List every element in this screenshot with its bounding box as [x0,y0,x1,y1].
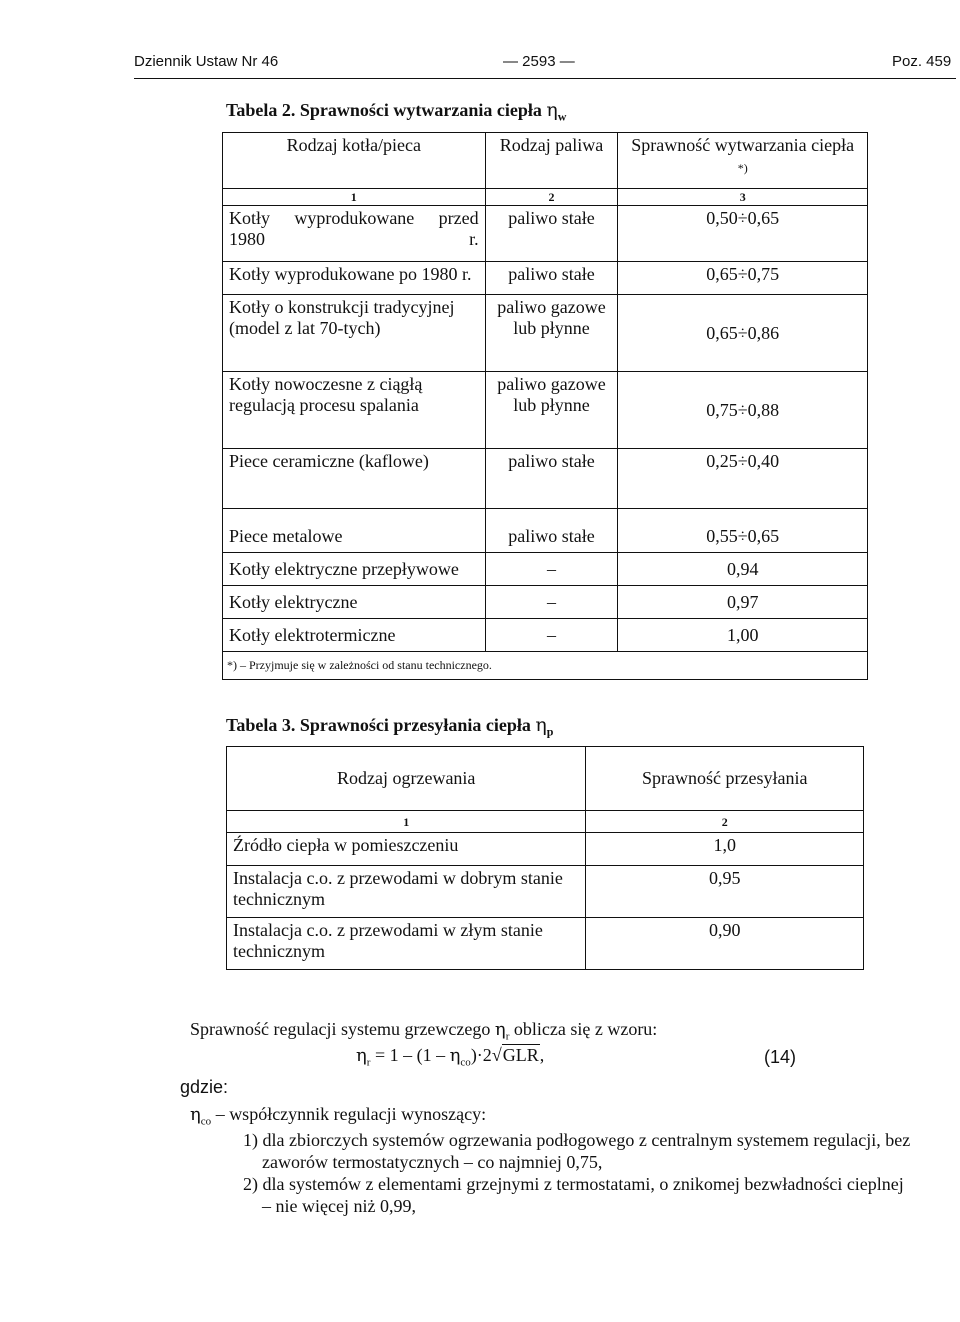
definition-symbol-sub: co [200,1115,212,1128]
table3-colnum: 1 [227,811,586,833]
table2-header-efficiency-text: Sprawność wytwarzania ciepła [631,135,855,155]
table2-row-efficiency: 0,65÷0,86 [618,295,868,372]
formula-part1: = 1 – (1 – [374,1045,446,1065]
table2-row-fuel: paliwo gazowe lub płynne [485,372,618,449]
table-row [227,918,864,970]
table3-row-efficiency: 0,95 [586,866,864,918]
formula-root-sign: √ [491,1045,502,1065]
table-row [227,833,864,866]
table-row [223,619,868,652]
list-item-line: zaworów termostatycznych – co najmniej 0,75, [262,1152,603,1172]
table3-caption-symbol: η [535,714,547,736]
table-row [223,295,868,372]
table2-row-efficiency: 1,00 [618,619,868,652]
formula-lhs-symbol: η [356,1045,367,1066]
table2-row-fuel: paliwo stałe [485,206,618,262]
table2-row-fuel: – [485,619,618,652]
definition-text: – współczynnik regulacji wynoszący: [215,1104,487,1124]
header-rule [134,78,956,79]
table3-header-type: Rodzaj ogrzewania [227,747,586,811]
formula-number: (14) [764,1047,797,1067]
table2-row-type: Kotły o konstrukcji tradycyjnej (model z lat 70-tych) [223,295,486,372]
table2-row-type: Piece metalowe [223,509,486,553]
formula-intro-text: Sprawność regulacji systemu grzewczego [190,1019,491,1039]
table-row [223,553,868,586]
formula-intro-symbol: η [494,1019,506,1040]
table2-footnote: *) – Przyjmuje się w zależności od stanu technicznego. [223,652,868,680]
formula-co-symbol: η [449,1045,461,1066]
formula-co-sub: co [460,1056,471,1069]
table2-colnum: 3 [618,189,868,206]
table2-row-type: Kotły elektryczne przepływowe [223,553,486,586]
table3-row-type: Źródło ciepła w pomieszczeniu [227,833,586,866]
table2-row-type: Kotły nowoczesne z ciągłą regulacją procesu spalania [223,372,486,449]
table2-row-efficiency: 0,25÷0,40 [618,449,868,509]
table2-row-type: Kotły wyprodukowane po 1980 r. [223,262,486,295]
header-journal: Dziennik Ustaw Nr 46 [134,53,279,70]
table2-header-fuel: Rodzaj paliwa [485,133,618,189]
table3-number-row [227,811,864,833]
table2-caption-symbol: η [546,99,558,121]
table3-row-type: Instalacja c.o. z przewodami w złym stanie technicznym [227,918,586,970]
list-item [243,1129,955,1173]
where-label: gdzie: [180,1077,229,1097]
table3-colnum: 2 [586,811,864,833]
formula-radicand: GLR [502,1045,539,1065]
table2-caption [226,99,566,125]
table2-caption-symbol-sub: w [557,109,567,124]
table2-header-note: *) [737,161,748,175]
table2-row-efficiency: 0,94 [618,553,868,586]
table3 [226,746,864,970]
table-row [223,372,868,449]
table2-row-fuel: paliwo gazowe lub płynne [485,295,618,372]
list-item-line: 1) dla zbiorczych systemów ogrzewania podłogowego z centralnym systemem regulacji, bez [243,1130,911,1150]
list-item-line: – nie więcej niż 0,99, [262,1196,416,1216]
table-row [223,509,868,553]
table2-colnum: 1 [223,189,486,206]
table2 [222,132,868,680]
table2-row-fuel: – [485,553,618,586]
table2-colnum: 2 [485,189,618,206]
table2-row-fuel: – [485,586,618,619]
table2-footnote-row [223,652,868,680]
formula-equation [356,1044,544,1074]
table3-caption [226,714,553,740]
table-row [223,206,868,262]
table2-row-fuel: paliwo stałe [485,262,618,295]
table3-header-efficiency: Sprawność przesyłania [586,747,864,811]
table3-row-efficiency: 1,0 [586,833,864,866]
table2-row-fuel: paliwo stałe [485,449,618,509]
table2-header-type: Rodzaj kotła/pieca [223,133,486,189]
formula-part2: )·2 [470,1045,492,1065]
table-row [223,262,868,295]
table2-row-fuel: paliwo stałe [485,509,618,553]
table2-row-type: Kotły elektrotermiczne [223,619,486,652]
table2-row-type: Kotły elektryczne [223,586,486,619]
table3-row-efficiency: 0,90 [586,918,864,970]
table2-row-type: Piece ceramiczne (kaflowe) [223,449,486,509]
table-row [223,449,868,509]
table3-caption-text: Tabela 3. Sprawności przesyłania ciepła [226,715,531,735]
table2-row-type: Kotły wyprodukowane przed 1980 r. [223,206,486,262]
table2-header-row [223,133,868,189]
table-row [223,586,868,619]
formula-tail: , [539,1045,545,1065]
table2-row-efficiency: 0,50÷0,65 [618,206,868,262]
table2-row-efficiency: 0,75÷0,88 [618,372,868,449]
header-page-number: — 2593 — [503,53,575,70]
header-position: Poz. 459 [892,53,952,70]
table2-number-row [223,189,868,206]
table2-header-efficiency [618,133,868,189]
table3-row-type: Instalacja c.o. z przewodami w dobrym stanie technicznym [227,866,586,918]
formula-intro-symbol-sub: r [505,1030,510,1043]
definition-symbol: η [190,1104,201,1125]
table2-caption-text: Tabela 2. Sprawności wytwarzania ciepła [226,100,542,120]
list-item [243,1173,955,1217]
formula-lhs-sub: r [366,1056,371,1069]
table2-row-efficiency: 0,97 [618,586,868,619]
list-item-line: 2) dla systemów z elementami grzejnymi z termostatami, o znikomej bezwładności cieplnej [243,1174,904,1194]
table3-caption-symbol-sub: p [546,724,554,739]
table2-row-efficiency: 0,55÷0,65 [618,509,868,553]
table-row [227,866,864,918]
table3-header-row [227,747,864,811]
formula-intro-suffix: oblicza się z wzoru: [513,1019,658,1039]
table2-row-efficiency: 0,65÷0,75 [618,262,868,295]
